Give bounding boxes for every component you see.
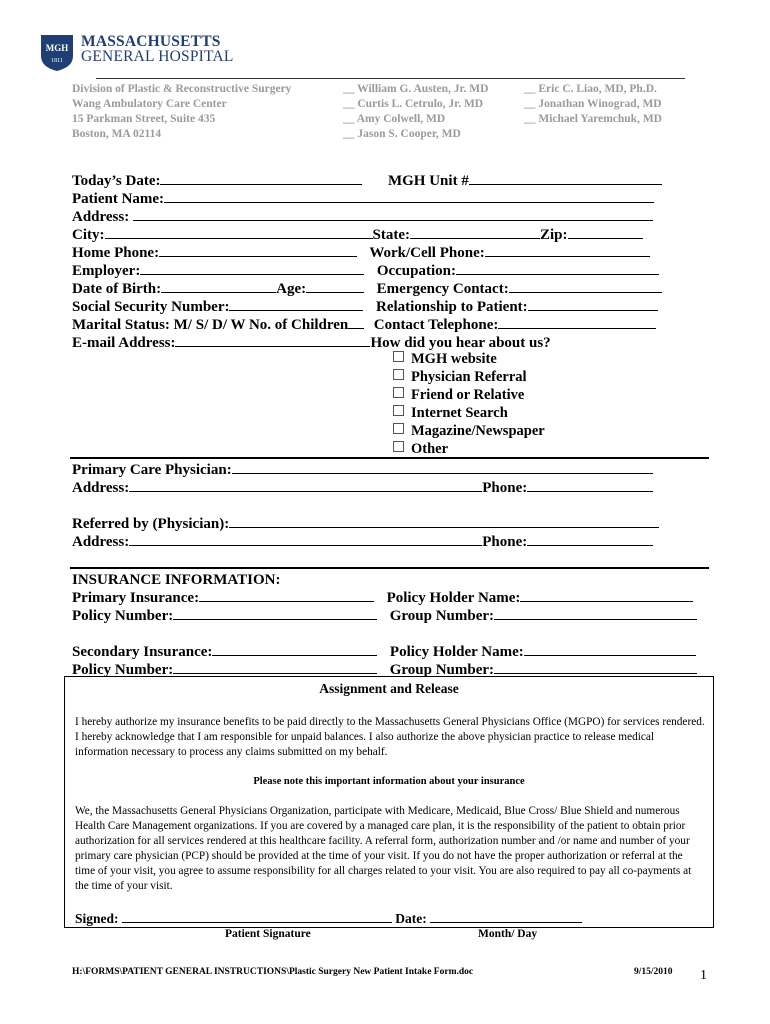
home-phone-label: Home Phone: bbox=[72, 245, 160, 261]
relationship-label: Relationship to Patient: bbox=[375, 299, 528, 315]
row-patient-name bbox=[72, 190, 654, 208]
policy-number-2-label: Policy Number: bbox=[72, 662, 174, 678]
address-label: Address: bbox=[72, 209, 130, 225]
relationship-field[interactable] bbox=[528, 298, 658, 311]
contact-telephone-label: Contact Telephone: bbox=[373, 317, 499, 333]
checkbox-icon[interactable] bbox=[393, 351, 404, 362]
assignment-title: Assignment and Release bbox=[319, 681, 459, 696]
children-field[interactable] bbox=[348, 316, 364, 329]
insurance-note: Please note this important information about your insurance bbox=[253, 776, 525, 787]
state-label: State: bbox=[372, 227, 410, 243]
occupation-label: Occupation: bbox=[376, 263, 456, 279]
physician-item: __ Jonathan Winograd, MD bbox=[524, 98, 662, 110]
sign-date-label: Date: bbox=[395, 911, 427, 926]
row-employer bbox=[72, 262, 659, 280]
pcp-phone-field[interactable] bbox=[527, 479, 653, 492]
physician-item: __ William G. Austen, Jr. MD bbox=[343, 83, 489, 95]
work-cell-phone-field[interactable] bbox=[485, 244, 650, 257]
age-label: Age: bbox=[276, 281, 307, 297]
signature-caption: Patient Signature bbox=[225, 928, 311, 940]
logo-mark: MGH bbox=[45, 43, 69, 53]
ssn-label: Social Security Number: bbox=[72, 299, 230, 315]
city-field[interactable] bbox=[105, 226, 373, 239]
secondary-insurance-label: Secondary Insurance: bbox=[72, 644, 213, 660]
referred-address-field[interactable] bbox=[129, 533, 482, 546]
policy-number-label: Policy Number: bbox=[72, 608, 174, 624]
sign-date-field[interactable] bbox=[430, 910, 582, 923]
footer-file-path: H:\FORMS\PATIENT GENERAL INSTRUCTIONS\Plastic Surgery New Patient Intake Form.doc bbox=[72, 967, 474, 977]
referred-label: Referred by (Physician): bbox=[72, 516, 230, 532]
row-secondary-insurance bbox=[72, 643, 696, 661]
authorization-paragraph: I hereby authorize my insurance benefits to be paid directly to the Massachusetts General Physicians Office (MGPO) for services rendered. I hereby acknowledge that I am responsible for unpaid balances. I also authorize the above physician practice to release medical information necessary to process any claims submitted on my behalf. bbox=[75, 716, 705, 758]
row-address bbox=[72, 208, 653, 226]
row-marital bbox=[72, 316, 656, 334]
primary-insurance-label: Primary Insurance: bbox=[72, 590, 200, 606]
work-cell-phone-label: Work/Cell Phone: bbox=[369, 245, 485, 261]
emergency-contact-label: Emergency Contact: bbox=[376, 281, 509, 297]
division-line: Wang Ambulatory Care Center bbox=[72, 98, 227, 110]
footer-date: 9/15/2010 bbox=[634, 967, 673, 977]
row-dob bbox=[72, 280, 662, 298]
logo-year: 1811 bbox=[51, 58, 63, 64]
employer-field[interactable] bbox=[140, 262, 364, 275]
occupation-field[interactable] bbox=[456, 262, 659, 275]
header-divider bbox=[96, 78, 685, 79]
physician-item: __ Jason S. Cooper, MD bbox=[343, 128, 461, 140]
hospital-name-line1: MASSACHUSETTS bbox=[81, 33, 221, 50]
group-number-label: Group Number: bbox=[389, 608, 495, 624]
option-label: Friend or Relative bbox=[411, 387, 525, 403]
row-ssn bbox=[72, 298, 658, 316]
marital-status-label: Marital Status: M/ S/ D/ W No. of Children bbox=[72, 317, 349, 333]
row-referred bbox=[72, 515, 659, 533]
option-label: Internet Search bbox=[411, 405, 508, 421]
hear-option-internet[interactable] bbox=[393, 404, 508, 422]
checkbox-icon[interactable] bbox=[393, 387, 404, 398]
mgh-logo-shield-icon bbox=[40, 34, 74, 72]
hear-option-other[interactable] bbox=[393, 440, 448, 458]
division-line: Division of Plastic & Reconstructive Surgery bbox=[72, 83, 292, 95]
option-label: Magazine/Newspaper bbox=[411, 423, 545, 439]
insurance-heading: INSURANCE INFORMATION: bbox=[72, 572, 281, 588]
pcp-address-field[interactable] bbox=[129, 479, 482, 492]
hospital-name-line2: GENERAL HOSPITAL bbox=[81, 48, 234, 65]
hear-option-mgh-website[interactable] bbox=[393, 350, 497, 368]
signature-row bbox=[75, 910, 582, 927]
dob-field[interactable] bbox=[161, 280, 276, 293]
address-field[interactable] bbox=[133, 208, 653, 221]
row-city-state-zip bbox=[72, 226, 643, 244]
division-line: Boston, MA 02114 bbox=[72, 128, 162, 140]
referred-phone-label: Phone: bbox=[482, 534, 528, 550]
row-primary-insurance bbox=[72, 589, 693, 607]
pcp-phone-label: Phone: bbox=[482, 480, 528, 496]
assignment-release-box bbox=[64, 676, 714, 928]
home-phone-field[interactable] bbox=[159, 244, 357, 257]
physician-item: __ Eric C. Liao, MD, Ph.D. bbox=[524, 83, 657, 95]
policy-holder-2-label: Policy Holder Name: bbox=[389, 644, 524, 660]
option-label: Physician Referral bbox=[411, 369, 527, 385]
row-referred-address bbox=[72, 533, 653, 551]
emergency-contact-field[interactable] bbox=[509, 280, 662, 293]
email-field[interactable] bbox=[175, 334, 370, 347]
referred-phone-field[interactable] bbox=[527, 533, 653, 546]
contact-telephone-field[interactable] bbox=[498, 316, 656, 329]
row-date-unit bbox=[72, 172, 662, 190]
physician-item: __ Curtis L. Cetrulo, Jr. MD bbox=[343, 98, 484, 110]
pcp-field[interactable] bbox=[232, 461, 653, 474]
signature-field[interactable] bbox=[122, 910, 392, 923]
employer-label: Employer: bbox=[72, 263, 141, 279]
todays-date-label: Today’s Date: bbox=[72, 173, 161, 189]
ssn-field[interactable] bbox=[229, 298, 363, 311]
policy-holder-label: Policy Holder Name: bbox=[386, 590, 521, 606]
row-pcp-address bbox=[72, 479, 653, 497]
page-number: 1 bbox=[700, 968, 707, 983]
physician-list-2 bbox=[524, 82, 662, 127]
group-number-2-field[interactable] bbox=[494, 661, 697, 674]
physician-list-1 bbox=[343, 82, 488, 142]
signed-label: Signed: bbox=[75, 911, 119, 926]
todays-date-field[interactable] bbox=[160, 172, 362, 185]
physician-item: __ Amy Colwell, MD bbox=[343, 113, 446, 125]
pcp-address-label: Address: bbox=[72, 480, 130, 496]
date-caption: Month/ Day bbox=[478, 928, 538, 940]
section-divider bbox=[70, 457, 709, 459]
option-label: MGH website bbox=[411, 351, 497, 367]
physician-item: __ Michael Yaremchuk, MD bbox=[524, 113, 662, 125]
policy-holder-field[interactable] bbox=[520, 589, 693, 602]
checkbox-icon[interactable] bbox=[393, 441, 404, 452]
referred-address-label: Address: bbox=[72, 534, 130, 550]
policy-holder-2-field[interactable] bbox=[524, 643, 696, 656]
row-pcp bbox=[72, 461, 653, 479]
group-number-field[interactable] bbox=[494, 607, 697, 620]
hear-option-magazine[interactable] bbox=[393, 422, 545, 440]
how-hear-label: How did you hear about us? bbox=[370, 335, 551, 351]
age-field[interactable] bbox=[306, 280, 364, 293]
referred-field[interactable] bbox=[229, 515, 659, 528]
checkbox-icon[interactable] bbox=[393, 423, 404, 434]
hear-option-physician-referral[interactable] bbox=[393, 368, 527, 386]
city-label: City: bbox=[72, 227, 105, 243]
section-divider bbox=[70, 567, 709, 569]
hear-option-friend[interactable] bbox=[393, 386, 524, 404]
row-phones bbox=[72, 244, 650, 262]
option-label: Other bbox=[411, 441, 449, 457]
division-line: 15 Parkman Street, Suite 435 bbox=[72, 113, 216, 125]
dob-label: Date of Birth: bbox=[72, 281, 162, 297]
email-label: E-mail Address: bbox=[72, 335, 176, 351]
policy-number-field[interactable] bbox=[173, 607, 377, 620]
state-field[interactable] bbox=[410, 226, 540, 239]
insurance-paragraph: We, the Massachusetts General Physicians Organization, participate with Medicare, Medicaid, Blue Cross/ Blue Shield and numerous Health Care Management organizations. If you are covered by a managed care plan, it is the responsibility of the patient to obtain prior authorization for all services rendered at this healthcare facility. A referral form, authorization number and /or name and number of your primary care physician (PCP) should be provided at the time of your visit. If you do not have the proper authorization or referral at the time of your visit, you agree to assume responsibility for all charges related to your visit. You are also required to pay all co-payments at the time of your visit. bbox=[75, 805, 692, 892]
hospital-name bbox=[81, 34, 234, 64]
mgh-unit-field[interactable] bbox=[469, 172, 662, 185]
checkbox-icon[interactable] bbox=[393, 369, 404, 380]
patient-name-field[interactable] bbox=[164, 190, 654, 203]
zip-field[interactable] bbox=[568, 226, 643, 239]
pcp-label: Primary Care Physician: bbox=[72, 462, 232, 478]
primary-insurance-field[interactable] bbox=[199, 589, 374, 602]
row-policy-number bbox=[72, 607, 697, 625]
group-number-2-label: Group Number: bbox=[389, 662, 495, 678]
zip-label: Zip: bbox=[540, 227, 568, 243]
secondary-insurance-field[interactable] bbox=[212, 643, 377, 656]
division-address bbox=[72, 82, 291, 142]
checkbox-icon[interactable] bbox=[393, 405, 404, 416]
patient-name-label: Patient Name: bbox=[72, 191, 165, 207]
mgh-unit-label: MGH Unit # bbox=[387, 173, 469, 189]
policy-number-2-field[interactable] bbox=[173, 661, 377, 674]
